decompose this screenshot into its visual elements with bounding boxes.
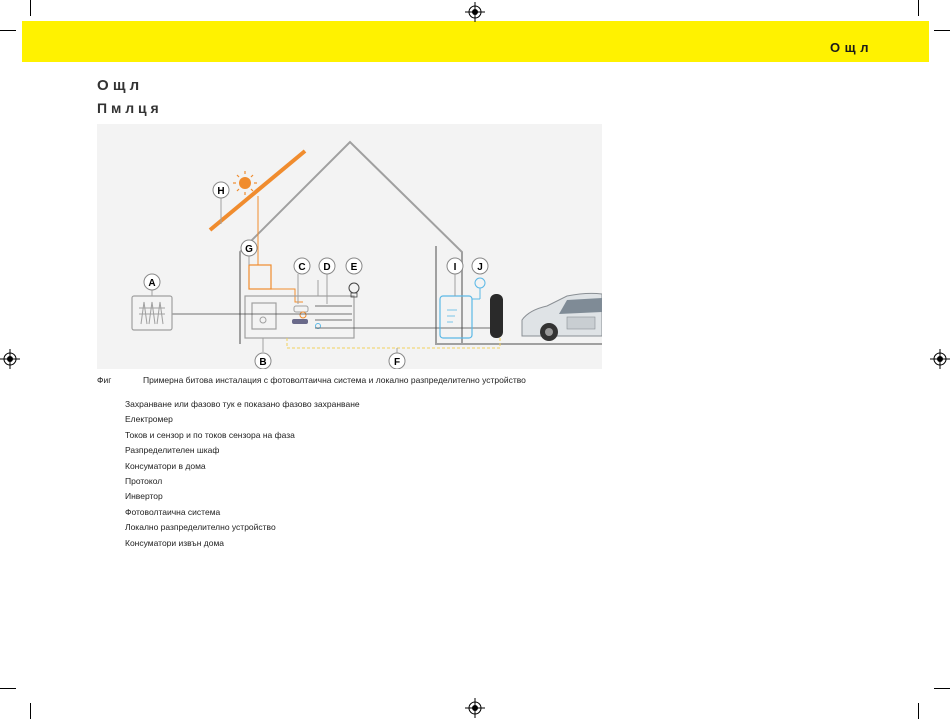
legend-item: Фотоволтаична система (125, 506, 221, 517)
legend-item: Разпределителен шкаф (125, 445, 220, 456)
legend-item: Консуматори в дома (125, 460, 206, 471)
diagram-svg (97, 124, 602, 369)
section-title: О щ л (97, 77, 140, 94)
header-bar (22, 21, 929, 62)
crop-mark (30, 703, 31, 719)
caption-label: Фиг (97, 375, 112, 385)
svg-text:G: G (245, 244, 253, 255)
local-distribution-device (440, 296, 472, 338)
marker-g (241, 240, 257, 256)
crop-mark (918, 703, 919, 719)
crop-mark (918, 0, 919, 16)
legend-item: Инвертор (125, 491, 163, 502)
svg-text:A: A (148, 278, 156, 289)
marker-c (294, 258, 310, 274)
crop-mark (934, 30, 950, 31)
svg-text:B: B (259, 357, 267, 368)
inverter-box (249, 265, 271, 289)
legend-item: Токов и сензор и по токов сензора на фаза (125, 429, 295, 440)
marker-f (389, 353, 405, 369)
marker-i (447, 258, 463, 274)
car-icon (522, 293, 602, 341)
electricity-meter (252, 303, 276, 329)
caption-text: Примерна битова инсталация с фотоволтаична система и локално разпределително устройство (143, 375, 526, 385)
installation-diagram (97, 124, 602, 369)
header-title: О щ л (829, 40, 869, 55)
svg-text:F: F (393, 357, 401, 368)
marker-b (255, 353, 271, 369)
crop-mark (0, 30, 16, 31)
crop-mark (30, 0, 31, 16)
svg-text:D: D (323, 262, 331, 273)
marker-h (213, 182, 229, 198)
charger-icon (490, 294, 503, 338)
legend-list (125, 397, 360, 551)
legend-item: Електромер (125, 414, 173, 425)
legend-item: Протокол (125, 475, 163, 486)
lamp-icon (349, 283, 359, 297)
registration-mark-icon (465, 698, 485, 718)
section-subtitle: П м л ц я (97, 100, 159, 116)
marker-e (346, 258, 362, 274)
registration-mark-icon (930, 349, 950, 369)
registration-mark-icon (0, 349, 20, 369)
svg-text:H: H (217, 186, 225, 197)
power-tower-icon (139, 302, 165, 324)
registration-mark-icon (465, 2, 485, 22)
svg-text:E: E (350, 262, 358, 273)
legend-item: Локално разпределително устройство (125, 522, 276, 533)
legend-item: Консуматори извън дома (125, 537, 225, 548)
marker-a (144, 274, 160, 290)
svg-text:I: I (453, 262, 457, 273)
grid-box (132, 296, 172, 330)
marker-d (319, 258, 335, 274)
crop-mark (934, 688, 950, 689)
figure-caption (97, 375, 526, 385)
marker-j (472, 258, 488, 274)
svg-text:J: J (477, 262, 483, 273)
legend-item: Захранване или фазово тук е показано фазово захранване (125, 399, 360, 409)
outdoor-lamp-icon (472, 278, 485, 299)
svg-text:C: C (298, 262, 306, 273)
crop-mark (0, 688, 16, 689)
